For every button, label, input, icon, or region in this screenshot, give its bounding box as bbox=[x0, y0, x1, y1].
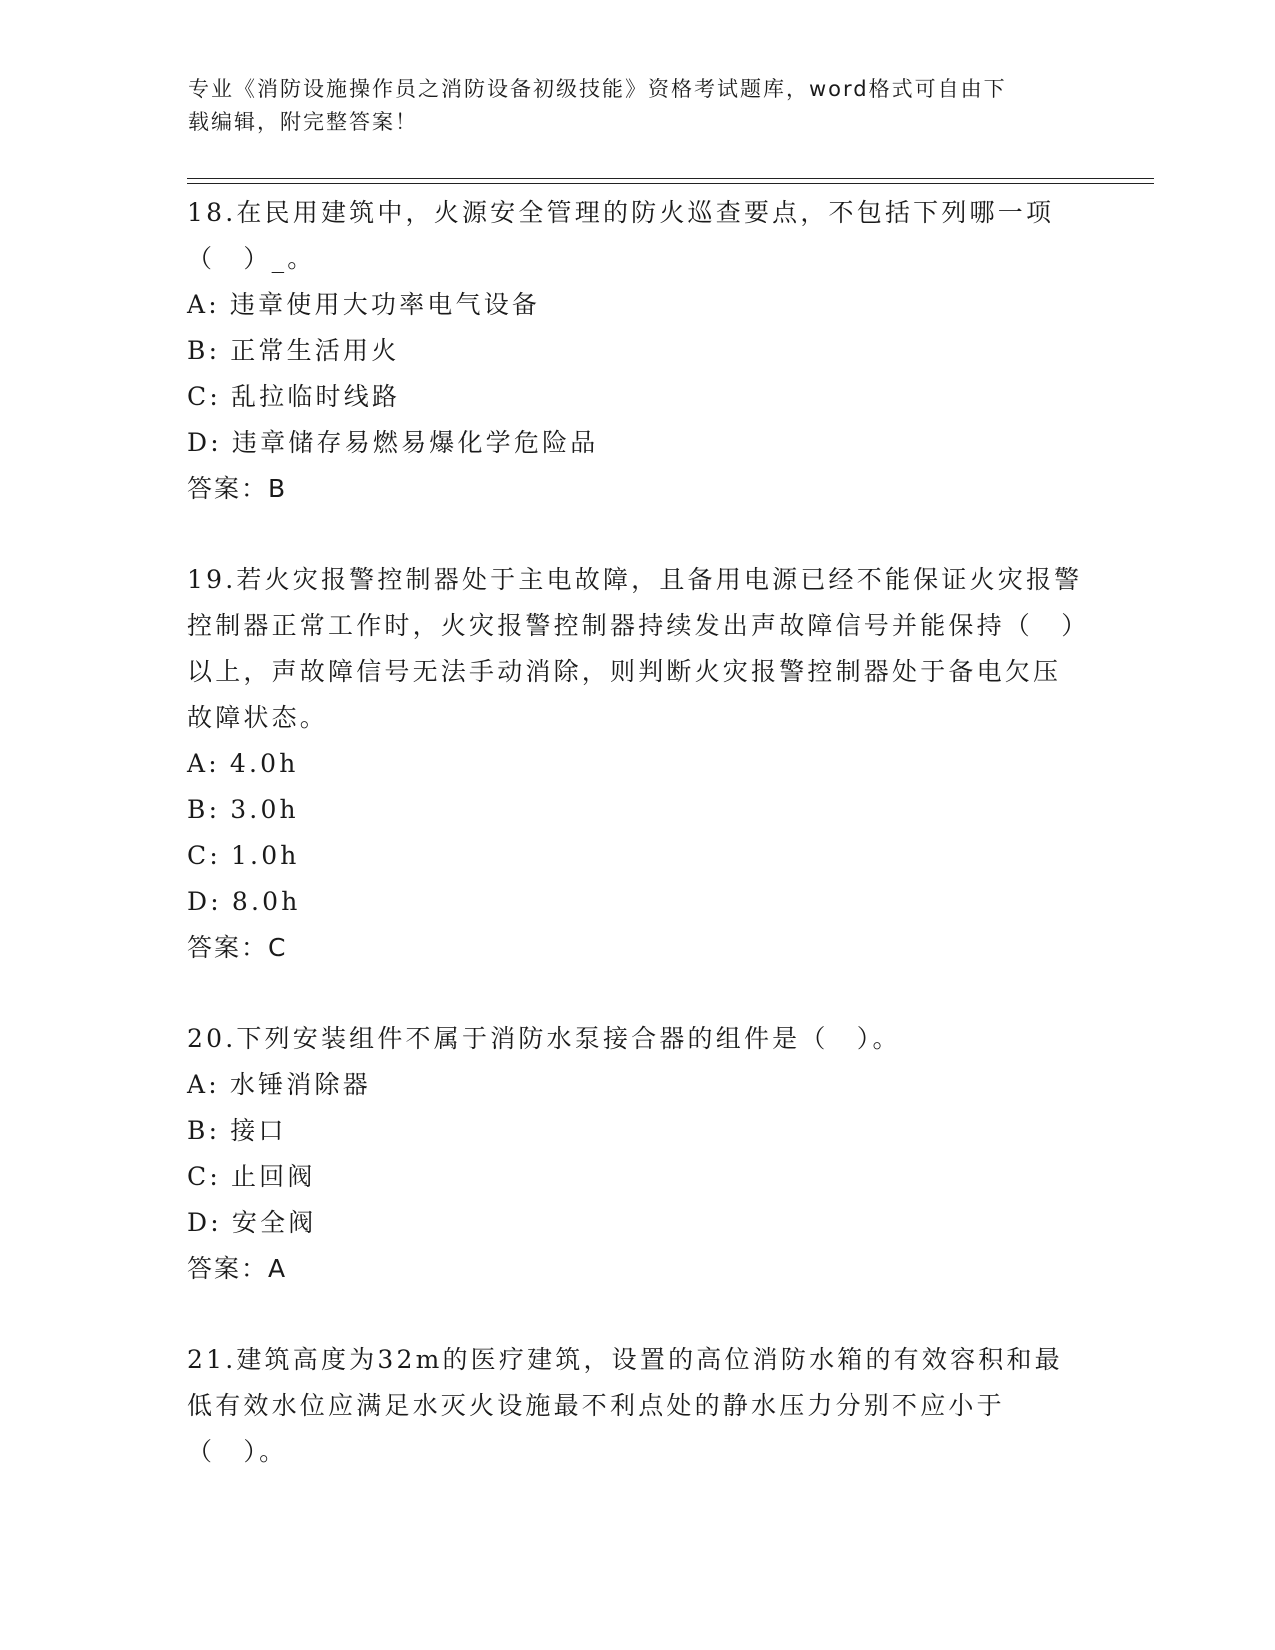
question-stem: 18.在民用建筑中，火源安全管理的防火巡查要点，不包括下列哪一项（ ）_。 bbox=[187, 198, 1055, 273]
option-letter: D: bbox=[187, 428, 222, 457]
option-b bbox=[187, 787, 1087, 833]
option-text: 安全阀 bbox=[231, 1208, 317, 1237]
question-19 bbox=[187, 557, 1087, 971]
option-text: 止回阀 bbox=[230, 1162, 316, 1191]
option-letter: B: bbox=[187, 1116, 221, 1145]
question-stem: 20.下列安装组件不属于消防水泵接合器的组件是（ ）。 bbox=[187, 1024, 901, 1053]
option-text: 8.0h bbox=[231, 887, 301, 916]
option-letter: B: bbox=[187, 795, 221, 824]
question-spacer bbox=[187, 512, 1087, 557]
option-a bbox=[187, 741, 1087, 787]
question-list bbox=[187, 190, 1087, 1475]
question-stem: 21.建筑高度为32m的医疗建筑，设置的高位消防水箱的有效容积和最低有效水位应满足水灭火设施最不利点处的静水压力分别不应小于（ ）。 bbox=[187, 1345, 1063, 1466]
option-letter: D: bbox=[187, 887, 222, 916]
option-letter: C: bbox=[187, 1162, 221, 1191]
option-d bbox=[187, 879, 1087, 925]
answer-line: 答案：C bbox=[187, 933, 288, 962]
option-letter: B: bbox=[187, 336, 221, 365]
header-divider-top bbox=[187, 178, 1154, 179]
option-a bbox=[187, 282, 1087, 328]
option-text: 违章储存易燃易爆化学危险品 bbox=[231, 428, 599, 457]
option-text: 4.0h bbox=[229, 749, 299, 778]
option-d bbox=[187, 420, 1087, 466]
option-text: 正常生活用火 bbox=[230, 336, 400, 365]
answer-line: 答案：B bbox=[187, 474, 288, 503]
option-text: 3.0h bbox=[230, 795, 299, 824]
header-line-2: 载编辑，附完整答案！ bbox=[188, 110, 418, 134]
question-20 bbox=[187, 1016, 1087, 1292]
answer-line: 答案：A bbox=[187, 1254, 288, 1283]
option-letter: C: bbox=[187, 382, 221, 411]
option-letter: A: bbox=[187, 1070, 220, 1099]
question-stem: 19.若火灾报警控制器处于主电故障，且备用电源已经不能保证火灾报警控制器正常工作时，火灾报警控制器持续发出声故障信号并能保持（ ）以上，声故障信号无法手动消除，则判断火灾报警控制器处于备电欠压故障状态。 bbox=[187, 565, 1083, 732]
option-text: 乱拉临时线路 bbox=[230, 382, 401, 411]
header-divider-bottom bbox=[187, 183, 1154, 184]
option-letter: D: bbox=[187, 1208, 222, 1237]
option-text: 1.0h bbox=[230, 841, 300, 870]
header-line-1: 专业《消防设施操作员之消防设备初级技能》资格考试题库，word格式可自由下 bbox=[188, 77, 1007, 101]
question-18 bbox=[187, 190, 1087, 512]
question-spacer bbox=[187, 1292, 1087, 1337]
option-text: 水锤消除器 bbox=[229, 1070, 371, 1099]
option-d bbox=[187, 1200, 1087, 1246]
option-letter: A: bbox=[187, 290, 220, 319]
option-c bbox=[187, 374, 1087, 420]
option-b bbox=[187, 328, 1087, 374]
option-a bbox=[187, 1062, 1087, 1108]
option-c bbox=[187, 1154, 1087, 1200]
option-text: 接口 bbox=[230, 1116, 287, 1145]
document-header bbox=[188, 73, 1068, 139]
option-b bbox=[187, 1108, 1087, 1154]
option-letter: A: bbox=[187, 749, 220, 778]
option-c bbox=[187, 833, 1087, 879]
option-letter: C: bbox=[187, 841, 221, 870]
option-text: 违章使用大功率电气设备 bbox=[229, 290, 541, 319]
question-spacer bbox=[187, 971, 1087, 1016]
question-21 bbox=[187, 1337, 1087, 1475]
